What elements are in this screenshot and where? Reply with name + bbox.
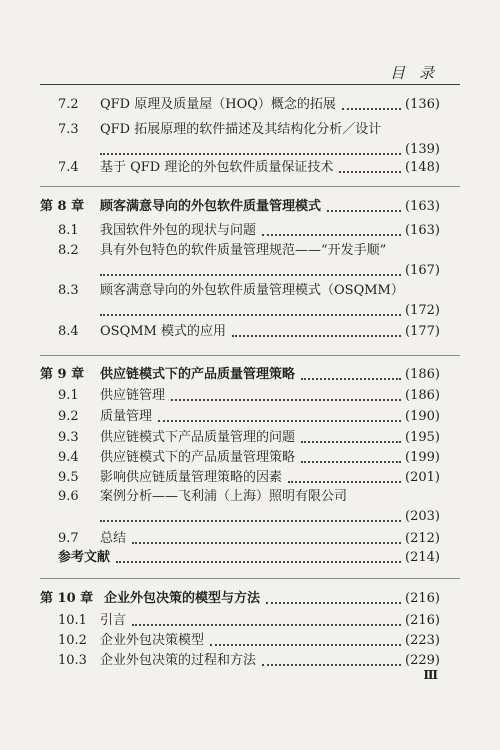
chapter-divider: [40, 186, 460, 187]
dot-leader: [116, 561, 401, 563]
toc-entry-title: 供应链管理: [100, 388, 166, 403]
toc-entry-number: 第 10 章: [40, 591, 94, 606]
toc-entry-title: 基于 QFD 理论的外包软件质量保证技术: [100, 160, 334, 175]
chapter-divider: [40, 355, 460, 356]
toc-entry-row: [58, 633, 440, 649]
toc-entry-title: 案例分析——飞利浦（上海）照明有限公司: [100, 489, 348, 504]
toc-entry-row: [58, 430, 440, 446]
toc-chapter-row: [40, 367, 440, 383]
toc-entry-number: 9.3: [58, 430, 79, 445]
dot-leader: [171, 399, 401, 401]
toc-entry-row: [58, 388, 440, 404]
toc-entry-number: 9.2: [58, 409, 79, 424]
toc-entry-title: 企业外包决策的过程和方法: [100, 653, 257, 668]
toc-chapter-row: [40, 199, 440, 215]
toc-entry-title: 企业外包决策模型: [100, 633, 205, 648]
toc-entry-number: 8.2: [58, 243, 79, 258]
dot-leader: [132, 624, 401, 626]
toc-page-number: (167): [405, 263, 440, 278]
toc-entry-title: 质量管理: [100, 409, 153, 424]
toc-entry-row: [58, 409, 440, 425]
dot-leader: [232, 335, 401, 337]
dot-leader: [100, 274, 401, 276]
toc-page-number: (186): [405, 388, 440, 403]
toc-entry-title: 参考文献: [58, 550, 111, 565]
toc-entry-number: 10.2: [58, 633, 87, 648]
toc-page-number: (203): [405, 509, 440, 524]
toc-entry-number: 8.1: [58, 223, 79, 238]
toc-entry-row: [58, 324, 440, 340]
toc-page-number: (163): [405, 199, 440, 214]
toc-entry-row: [58, 223, 440, 239]
toc-entry-row: [58, 97, 440, 113]
toc-entry-row: [58, 550, 440, 566]
toc-entry-title: OSQMM 模式的应用: [100, 324, 226, 339]
chapter-divider: [40, 578, 460, 579]
toc-entry-number: 9.6: [58, 489, 79, 504]
toc-entry-title: 供应链模式下的产品质量管理策略: [100, 450, 296, 465]
dot-leader: [288, 481, 401, 483]
toc-entry-number: 7.3: [58, 122, 79, 137]
toc-page-number: (229): [405, 653, 440, 668]
toc-entry-title: QFD 拓展原理的软件描述及其结构化分析／设计: [100, 122, 382, 137]
toc-entry-title: 供应链模式下产品质量管理的问题: [100, 430, 296, 445]
dot-leader: [210, 644, 401, 646]
toc-page-number: (212): [405, 531, 440, 546]
toc-entry-number: 第 9 章: [40, 367, 85, 382]
toc-entry-number: 8.4: [58, 324, 79, 339]
toc-entry-title: 顾客满意导向的外包软件质量管理模式（OSQMM）: [100, 283, 404, 298]
toc-entry-number: 10.3: [58, 653, 87, 668]
dot-leader: [100, 520, 401, 522]
toc-chapter-row: [40, 591, 440, 607]
toc-entry-title: 供应链模式下的产品质量管理策略: [100, 367, 296, 382]
toc-entry-row: [58, 531, 440, 547]
page-number: Ⅲ: [423, 668, 438, 682]
toc-entry-title: 具有外包特色的软件质量管理规范——“开发手顺”: [100, 243, 387, 258]
dot-leader: [327, 210, 401, 212]
toc-entry-row: [58, 450, 440, 466]
dot-leader: [301, 461, 401, 463]
toc-page-number: (186): [405, 367, 440, 382]
toc-entry-row: [58, 613, 440, 629]
toc-entry-title: QFD 原理及质量屋（HOQ）概念的拓展: [100, 97, 336, 112]
toc-page-number: (163): [405, 223, 440, 238]
toc-entry-number: 7.2: [58, 97, 79, 112]
toc-page-number: (148): [405, 160, 440, 175]
dot-leader: [158, 420, 401, 422]
toc-entry-row: [58, 160, 440, 176]
toc-entry-title: 引言: [100, 613, 127, 628]
toc-page-number: (172): [405, 303, 440, 318]
toc-entry-row: [58, 283, 440, 319]
dot-leader: [339, 171, 401, 173]
toc-entry-number: 9.7: [58, 531, 79, 546]
toc-page-number: (199): [405, 450, 440, 465]
dot-leader: [132, 542, 401, 544]
toc-page-number: (214): [405, 550, 440, 565]
toc-entry-row: [58, 489, 440, 525]
dot-leader: [342, 108, 401, 110]
toc-entry-row: [58, 470, 440, 486]
toc-entry-number: 7.4: [58, 160, 79, 175]
toc-page-number: (177): [405, 324, 440, 339]
toc-page-number: (139): [405, 142, 440, 157]
dot-leader: [301, 441, 401, 443]
toc-entry-number: 9.1: [58, 388, 79, 403]
toc-entry-number: 9.4: [58, 450, 79, 465]
toc-entry-title: 总结: [100, 531, 127, 546]
toc-page-number: (190): [405, 409, 440, 424]
dot-leader: [100, 314, 401, 316]
dot-leader: [266, 602, 401, 604]
toc-page-number: (201): [405, 470, 440, 485]
dot-leader: [301, 378, 401, 380]
toc-entry-title: 我国软件外包的现状与问题: [100, 223, 257, 238]
toc-entry-row: [58, 122, 440, 158]
toc-entry-title: 顾客满意导向的外包软件质量管理模式: [100, 199, 322, 214]
toc-entry-title: 企业外包决策的模型与方法: [104, 591, 261, 606]
dot-leader: [262, 234, 401, 236]
toc-entry-number: 10.1: [58, 613, 87, 628]
dot-leader: [100, 153, 401, 155]
toc-entry-title: 影响供应链质量管理策略的因素: [100, 470, 283, 485]
toc-entry-number: 9.5: [58, 470, 79, 485]
toc-entry-number: 8.3: [58, 283, 79, 298]
toc-page-number: (216): [405, 613, 440, 628]
toc-page-number: (136): [405, 97, 440, 112]
toc-entry-row: [58, 653, 440, 669]
toc-entry-row: [58, 243, 440, 279]
toc-entry-number: 第 8 章: [40, 199, 85, 214]
toc-page-number: (216): [405, 591, 440, 606]
toc-page-number: (195): [405, 430, 440, 445]
page-header-title: 目录: [389, 64, 448, 82]
dot-leader: [262, 664, 401, 666]
toc-page-number: (223): [405, 633, 440, 648]
